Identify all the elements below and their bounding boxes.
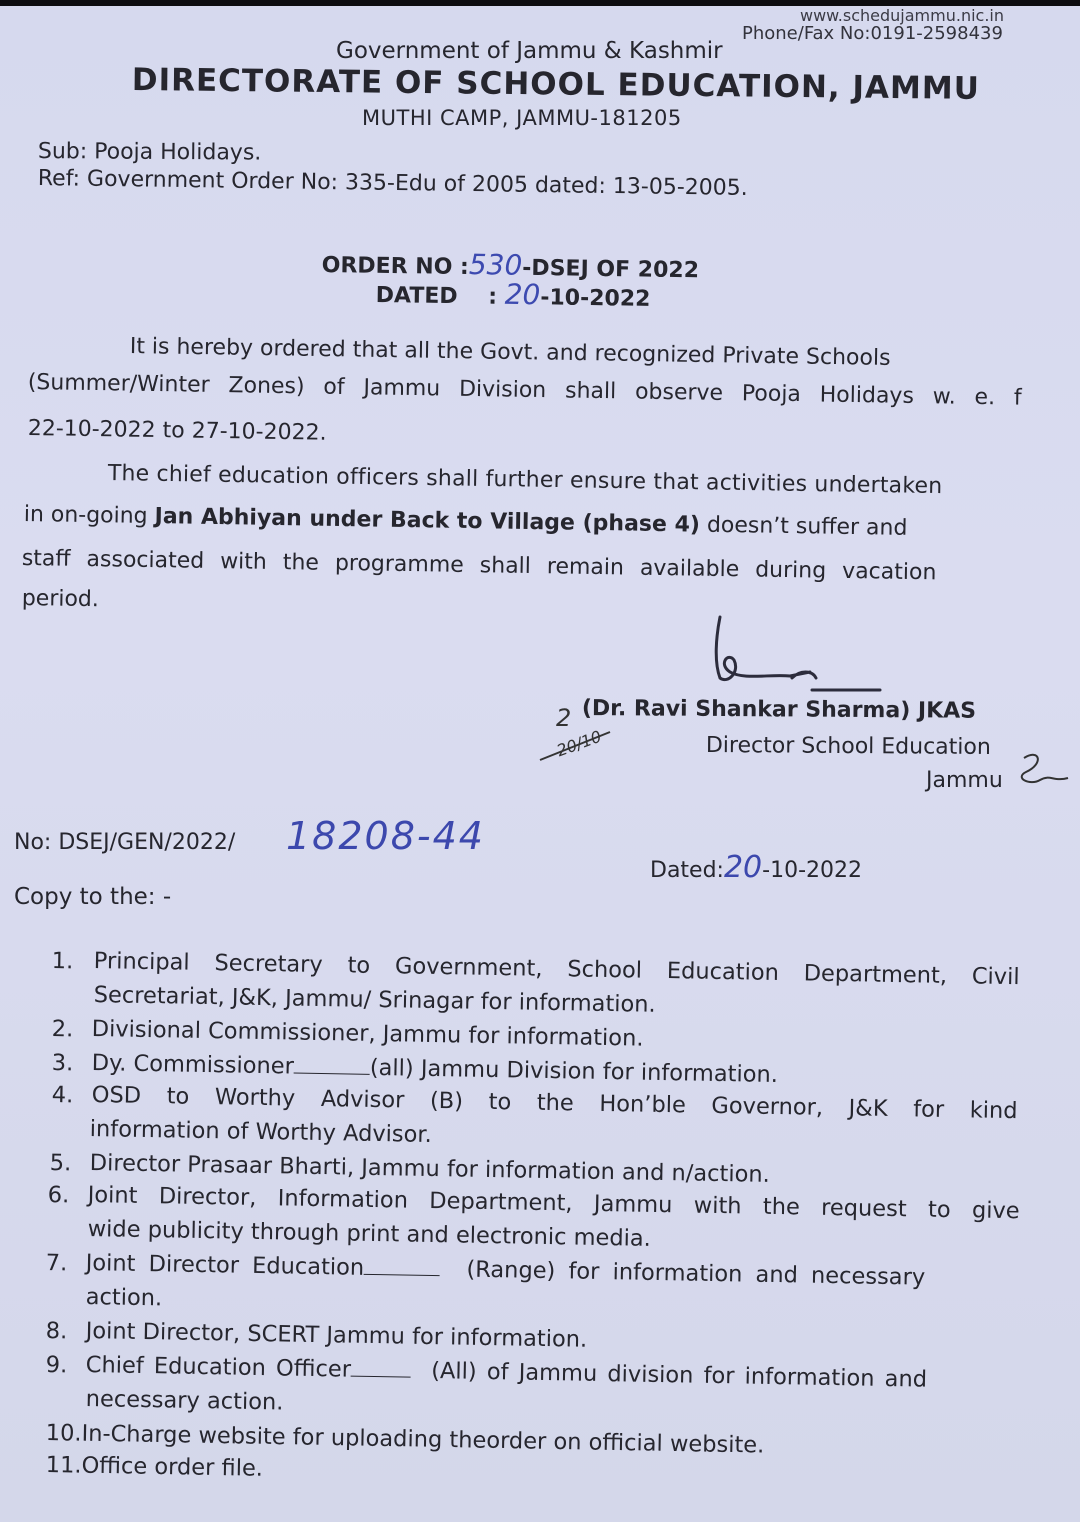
signatory-place: Jammu <box>926 768 1003 793</box>
small-signature <box>1010 750 1070 798</box>
order-date <box>376 276 651 313</box>
dispatch-dated-label: Dated: <box>650 858 724 883</box>
list-item-11-number: 11. <box>45 1452 82 1479</box>
paragraph2-line2 <box>24 502 908 541</box>
list-item-7-line2: action. <box>85 1284 163 1312</box>
list-item-7-line1 <box>86 1250 926 1291</box>
item9-text-a: Chief Education Officer <box>85 1352 352 1383</box>
signature-scribble <box>700 612 900 702</box>
item9-blank <box>351 1358 411 1378</box>
dispatch-number-handwritten: 18208-44 <box>286 814 485 858</box>
item9-text-b: (All) of Jammu division for information and <box>431 1358 928 1393</box>
paragraph2-line4: period. <box>21 586 100 613</box>
item7-text-a: Joint Director Education <box>85 1250 365 1281</box>
list-item-4-line1: OSD to Worthy Advisor (B) to the Hon’ble Governor, J&K for kind <box>91 1082 1018 1125</box>
list-item-1-line2: Secretariat, J&K, Jammu/ Srinagar for information. <box>93 982 656 1018</box>
p2-text-a: in on-going <box>23 502 155 530</box>
dispatch-label: No: DSEJ/GEN/2022/ <box>14 830 236 855</box>
list-item-6-number: 6. <box>47 1182 70 1209</box>
signatory-name: (Dr. Ravi Shankar Sharma) JKAS <box>581 696 977 724</box>
paragraph2-line1: The chief education officers shall further ensure that activities undertaken <box>107 461 943 500</box>
list-item-9-number: 9. <box>45 1352 68 1379</box>
order-suffix: -DSEJ OF 2022 <box>522 255 700 284</box>
reference-line: Ref: Government Order No: 335-Edu of 2005 dated: 13-05-2005. <box>37 166 748 201</box>
signatory-title: Director School Education <box>705 733 991 760</box>
address: MUTHI CAMP, JAMMU-181205 <box>362 106 682 130</box>
list-item-2-number: 2. <box>51 1016 74 1043</box>
list-item-9-line1 <box>86 1352 928 1393</box>
list-item-10 <box>46 1420 765 1459</box>
item3-text-a: Dy. Commissioner <box>91 1050 295 1080</box>
list-item-11 <box>46 1452 264 1482</box>
list-item-9-line2: necessary action. <box>85 1386 284 1416</box>
paragraph1-line3: 22-10-2022 to 27-10-2022. <box>27 416 327 446</box>
dated-suffix: -10-2022 <box>540 285 651 312</box>
list-item-3-number: 3. <box>51 1050 74 1077</box>
list-item-4-line2: information of Worthy Advisor. <box>89 1116 432 1148</box>
list-item-6-line1: Joint Director, Information Department, Jammu with the request to give <box>87 1182 1020 1225</box>
initial-stroke <box>540 726 620 766</box>
subject-line: Sub: Pooja Holidays. <box>37 139 262 166</box>
item7-text-b: (Range) for information and necessary <box>466 1256 926 1291</box>
item7-blank <box>364 1256 440 1276</box>
dispatch-date <box>650 850 862 885</box>
list-item-5-number: 5. <box>49 1150 72 1177</box>
copy-to-heading: Copy to the: - <box>14 884 172 910</box>
list-item-8-number: 8. <box>45 1318 68 1345</box>
list-item-6-line2: wide publicity through print and electronic media. <box>87 1216 652 1252</box>
item3-text-b: (all) Jammu Division for information. <box>369 1054 779 1088</box>
list-item-8: Joint Director, SCERT Jammu for information. <box>85 1318 588 1353</box>
list-item-10-text: In-Charge website for uploading theorder on official website. <box>81 1420 765 1459</box>
list-item-2: Divisional Commissioner, Jammu for information. <box>91 1016 644 1052</box>
dispatch-dated-suffix: -10-2022 <box>762 858 863 883</box>
initial-date: 20/10 <box>554 726 604 761</box>
list-item-1-line1: Principal Secretary to Government, School Education Department, Civil <box>93 948 1020 991</box>
order-label: ORDER NO : <box>321 252 469 281</box>
initial-note: 2 <box>556 704 572 732</box>
list-item-1-number: 1. <box>51 948 74 975</box>
list-item-11-text: Office order file. <box>81 1452 264 1482</box>
order-number-handwritten: 530 <box>468 248 523 282</box>
dispatch-dated-handwritten: 20 <box>723 850 763 885</box>
dispatch-number <box>14 830 235 855</box>
p2-bold-text: Jan Abhiyan under Back to Village (phase 4) <box>154 504 701 538</box>
list-item-3 <box>92 1050 779 1088</box>
paragraph1-line2: (Summer/Winter Zones) of Jammu Division shall observe Pooja Holidays w. e. f <box>27 370 1022 411</box>
item3-blank <box>294 1055 370 1075</box>
dated-label: DATED : <box>375 282 498 310</box>
government-heading: Government of Jammu & Kashmir <box>336 38 723 64</box>
paragraph1-line1: It is hereby ordered that all the Govt. and recognized Private Schools <box>129 334 891 371</box>
list-item-7-number: 7. <box>45 1250 68 1277</box>
dated-day-handwritten: 20 <box>504 277 541 312</box>
p2-text-b: doesn’t suffer and <box>699 512 908 541</box>
paragraph2-line3: staff associated with the programme shall remain available during vacation <box>21 546 937 586</box>
directorate-heading: DIRECTORATE OF SCHOOL EDUCATION, JAMMU <box>131 62 981 107</box>
list-item-5: Director Prasaar Bharti, Jammu for information and n/action. <box>89 1150 770 1188</box>
list-item-10-number: 10. <box>45 1420 82 1447</box>
website-text: www.schedujammu.nic.in <box>800 6 1004 25</box>
document-page <box>0 6 1080 1522</box>
phone-fax: Phone/Fax No:0191-2598439 <box>742 23 1003 44</box>
list-item-4-number: 4. <box>51 1082 74 1109</box>
